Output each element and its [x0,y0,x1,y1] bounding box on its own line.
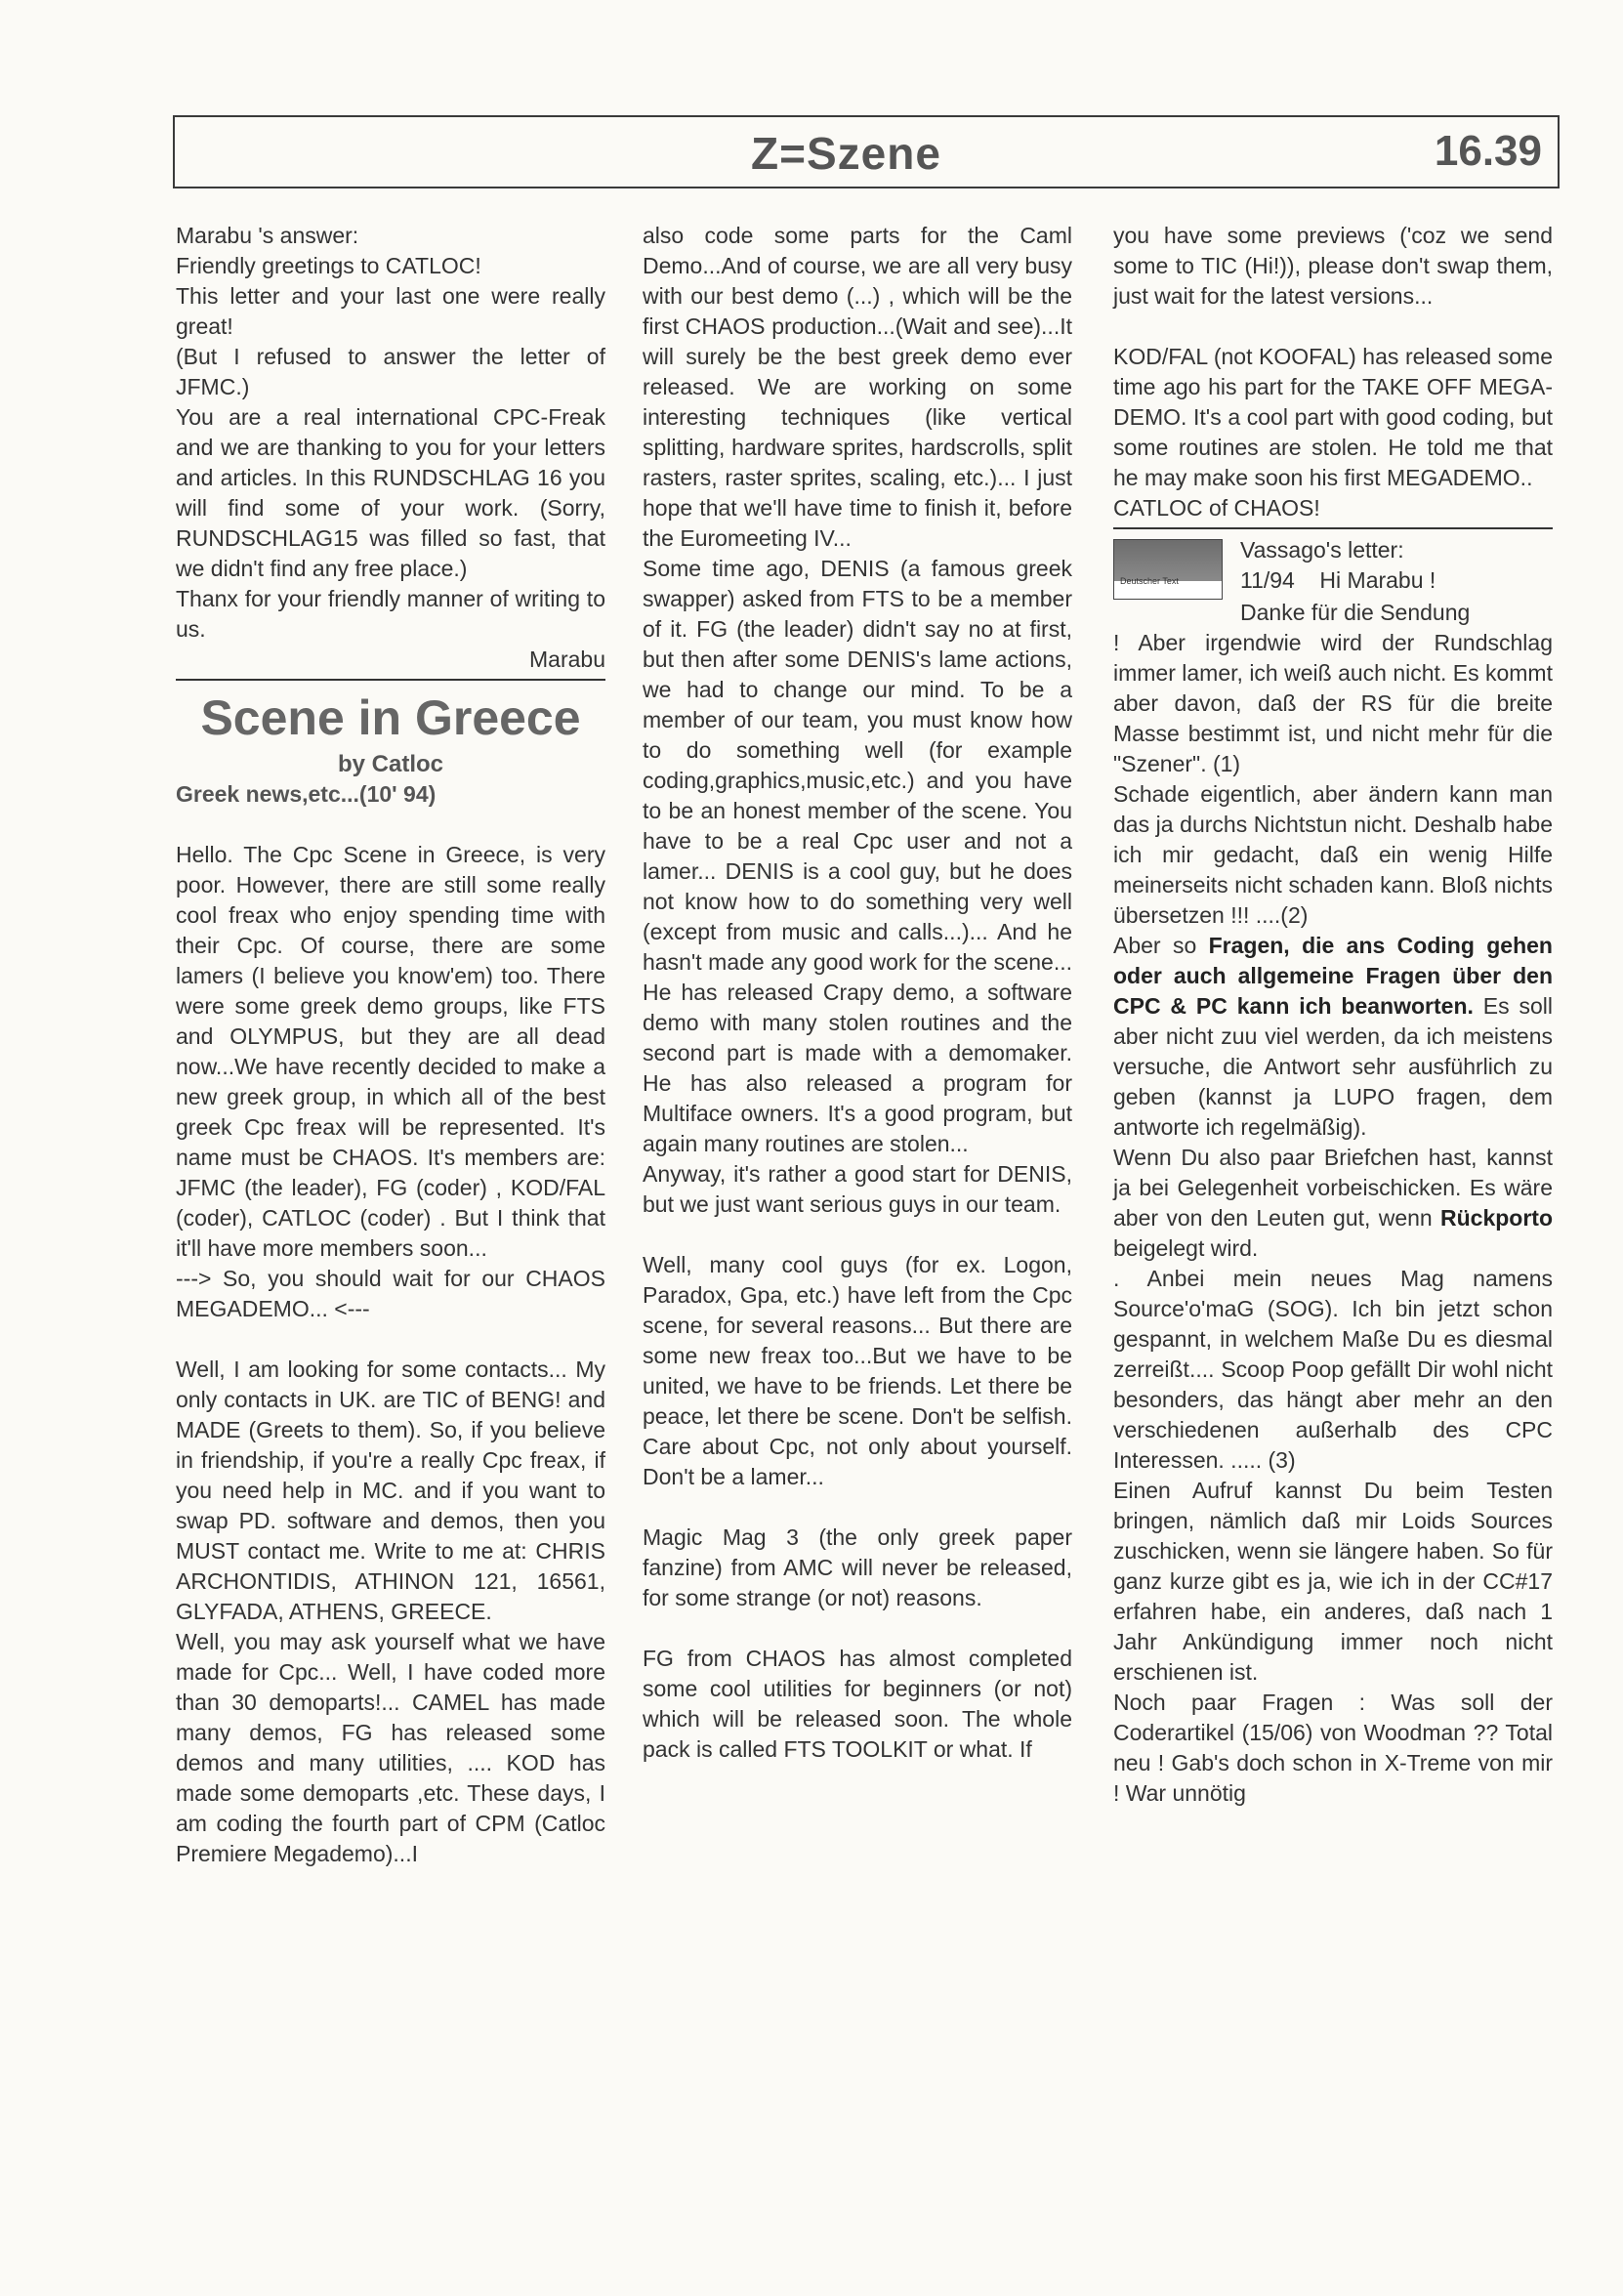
letter-paragraph: . Anbei mein neues Mag namens Source'o'maG (SOG). Ich bin jetzt schon gespannt, in welchem Maße Du es diesmal zerreißt.... Scoop Poop gefällt Dir wohl nicht besonders, das hängt aber mehr an den verschiedenen außerhalb des CPC Interessen. ..... (3) [1113,1266,1553,1473]
magazine-title: Z=Szene [751,128,941,179]
article-byline: by Catloc [337,751,444,777]
column-1 [176,221,605,1869]
paragraph: Well, you may ask yourself what we have made for Cpc... Well, I have coded more than 30 demoparts!... CAMEL has made many demos, FG has released some demos and many utilities, .... KOD has made some demoparts ,etc. These days, I am coding the fourth part of CPM (Catloc Premiere Megademo)...I [176,1629,605,1866]
paragraph: you have some previews ('coz we send some to TIC (Hi!)), please don't swap them, just wait for the latest versions... [1113,223,1553,309]
letter-paragraph: Einen Aufruf kannst Du beim Testen bringen, nämlich daß mir Loids Sources zuschicken, wenn sie längere haben. So für ganz kurze gibt es ja, wie ich in der CC#17 erfahren habe, ein anderes, daß nach 1 Jahr Ankündigung immer noch nicht erschienen ist. [1113,1478,1553,1685]
paragraph: Well, many cool guys (for ex. Logon, Paradox, Gpa, etc.) have left from the Cpc scene, for several reasons... But there are some new freax too...But we have to be united, we have to be friends. Let there be peace, let there be scene. Don't be selfish. Care about Cpc, not only about yourself. Don't be a lamer... [643,1252,1072,1489]
paragraph: Magic Mag 3 (the only greek paper fanzine) from AMC will never be released, for some strange (or not) reasons. [643,1524,1072,1610]
paragraph: also code some parts for the Caml Demo...And of course, we are all very busy with our best demo (...) , which will be the first CHAOS production...(Wait and see)...It will surely be the best greek demo ever released. We are working on some interesting techniques (like vertical splitting, hardware sprites, hardscrolls, split rasters, raster sprites, scaling, etc.)... I just hope that we'll have time to finish it, before the Euromeeting IV... [643,223,1072,551]
marabu-answer: Marabu 's answer: Friendly greetings to CATLOC! This letter and your last one were really great! (But I refused to answer the letter of JFMC.) You are a real international CPC-Freak and we are thanking to you for your letters and articles. In this RUNDSCHLAG 16 you will find some of your work. (Sorry, RUNDSCHLAG15 was filled so fast, that we didn't find any free place.) Thanx for your friendly manner of writing to us. [176,223,605,642]
letter-title: Vassago's letter: [1240,537,1404,563]
letter-paragraph: Wenn Du also paar Briefchen hast, kannst ja bei Gelegenheit vorbeischicken. Es wäre aber von den Leuten gut, wenn Rückporto beigelegt wird. [1113,1145,1553,1261]
paragraph: Anyway, it's rather a good start for DENIS, but we just want serious guys in our team. [643,1161,1072,1217]
letter-paragraph: Noch paar Fragen : Was soll der Coderartikel (15/06) von Woodman ?? Total neu ! Gab's doch schon in X-Treme von mir ! War unnötig [1113,1690,1553,1806]
paragraph: Some time ago, DENIS (a famous greek swapper) asked from FTS to be a member of it. FG (the leader) didn't say no at first, but then after some DENIS's lame actions, we had to change our mind. To be a member of our team, you must know how to do something well (for example coding,graphics,music,etc.) and you have to be an honest member of the scene. You have to be a real Cpc user and not a lamer... DENIS is a cool guy, but he does not know how to do something very well (except from music and calls...)... And he hasn't made any good work for the scene... He has released Crapy demo, a software demo with many stolen routines and the second part is made with a demomaker. He has also released a program for Multiface owners. It's a good program, but again many routines are stolen... [643,556,1072,1156]
article-title: Scene in Greece [200,690,581,745]
megademo-callout: ---> So, you should wait for our CHAOS MEGADEMO... <--- [176,1266,605,1321]
deutscher-text-logo: Deutscher Text [1113,539,1223,600]
page-header [173,115,1560,188]
signature-catloc: CATLOC of CHAOS! [1113,495,1320,521]
letter-paragraph: Aber so Fragen, die ans Coding gehen oder auch allgemeine Fragen über den CPC & PC kann ich beanworten. Es soll aber nicht zuu viel werden, da ich meistens versuche, die Antwort sehr ausführlich zu geben (kannst ja LUPO fragen, dem antworte ich regelmäßig). [1113,933,1553,1140]
letter-greeting: Hi Marabu ! [1319,567,1436,593]
signature-marabu: Marabu [529,647,605,672]
column-2 [643,221,1072,1765]
paragraph: FG from CHAOS has almost completed some cool utilities for beginners (or not) which will be released soon. The whole pack is called FTS TOOLKIT or what. If [643,1646,1072,1762]
page-number: 16.39 [1434,127,1542,175]
divider [176,679,605,681]
letter-paragraph: ! Aber irgendwie wird der Rundschlag immer lamer, ich weiß auch nicht. Es kommt aber davon, daß der RS für die breite Masse bestimmt ist, und nicht mehr für die "Szener". (1) Schade eigentlich, aber ändern kann man das ja durchs Nichtstun nicht. Deshalb habe ich mir gedacht, daß ein wenig Hilfe meinerseits nicht schaden kann. Bloß nichts übersetzen !!! ....(2) [1113,630,1553,928]
paragraph: KOD/FAL (not KOOFAL) has released some time ago his part for the TAKE OFF MEGA-DEMO. It's a cool part with good coding, but some routines are stolen. He told me that he may make soon his first MEGADEMO.. [1113,344,1553,490]
article-subtitle: Greek news,etc...(10' 94) [176,781,437,807]
divider [1113,527,1553,529]
column-3 [1113,221,1553,1809]
letter-header [1113,535,1553,598]
paragraph: Hello. The Cpc Scene in Greece, is very poor. However, there are still some really cool freax who enjoy spending time with their Cpc. Of course, there are some lamers (I believe you know'em) too. There were some greek demo groups, like FTS and OLYMPUS, but they are all dead now...We have recently decided to make a new greek group, in which all of the best greek Cpc freax will be represented. It's name must be CHAOS. It's members are: JFMC (the leader), FG (coder) , KOD/FAL (coder), CATLOC (coder) . But I think that it'll have more members soon... [176,842,605,1261]
letter-date: 11/94 [1240,567,1295,593]
letter-first-line: Danke für die Sendung [1240,600,1471,625]
paragraph: Well, I am looking for some contacts... My only contacts in UK. are TIC of BENG! and MADE (Greets to them). So, if you believe in friendship, if you're a really Cpc freax, if you need help in MC. and if you want to swap PD. software and demos, then you MUST contact me. Write to me at: CHRIS ARCHONTIDIS, ATHINON 121, 16561, GLYFADA, ATHENS, GREECE. [176,1357,605,1624]
